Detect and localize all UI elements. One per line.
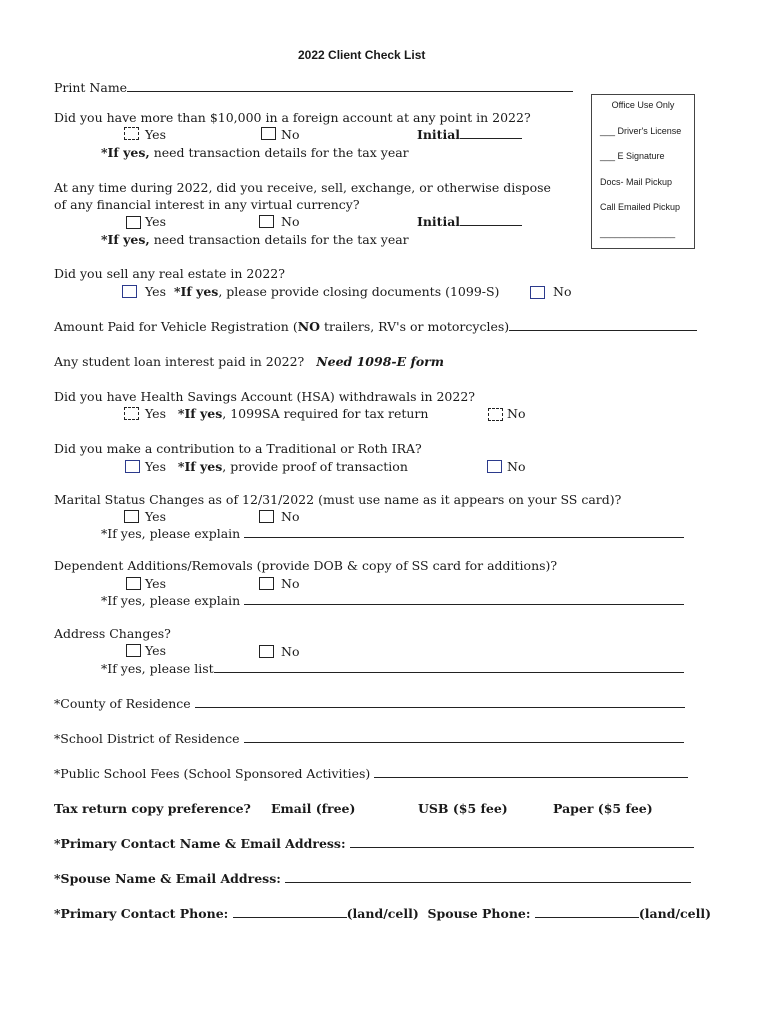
q-hsa-no-checkbox[interactable] — [488, 408, 503, 421]
q-dependent-explain-field[interactable] — [244, 593, 684, 605]
q-address-no-checkbox[interactable] — [259, 645, 274, 658]
spouse-name-field[interactable] — [285, 871, 691, 883]
q-crypto-initial — [417, 214, 522, 229]
q-hsa-yes-label: Yes — [145, 406, 166, 421]
q-dependent-no-label: No — [281, 576, 300, 591]
school-district-label: *School District of Residence — [54, 731, 240, 746]
spouse-name-row — [54, 871, 691, 886]
q-marital-no-label: No — [281, 509, 300, 524]
primary-phone-type: (land/cell) — [346, 906, 419, 921]
q-crypto-note-rest: need transaction details for the tax year — [149, 232, 409, 247]
q-foreign-no-checkbox[interactable] — [261, 127, 276, 140]
school-district-row — [54, 731, 684, 746]
preference-paper[interactable]: Paper ($5 fee) — [553, 801, 653, 816]
q-marital-yes-checkbox[interactable] — [124, 510, 139, 523]
q-real-estate-text: Did you sell any real estate in 2022? — [54, 266, 285, 281]
print-name-label: Print Name — [54, 80, 128, 95]
q-real-estate-yes-label: Yes — [145, 284, 166, 299]
q-ira-note-bold: *If yes — [177, 459, 223, 474]
q-address-yes-label: Yes — [145, 643, 166, 658]
q-crypto-initial-label: Initial — [417, 214, 461, 229]
q-real-estate-note-bold: *If yes — [173, 284, 219, 299]
q-address-list-row — [101, 661, 684, 676]
preference-label: Tax return copy preference? — [54, 801, 251, 816]
office-drivers-license: ___ Driver's License — [600, 126, 682, 136]
q-student-text: Any student loan interest paid in 2022? — [54, 354, 305, 369]
q-foreign-initial-field[interactable] — [460, 127, 522, 139]
q-crypto-no-checkbox[interactable] — [259, 215, 274, 228]
q-ira-yes-row — [145, 459, 408, 474]
q-crypto-no-label: No — [281, 214, 300, 229]
q-foreign-note-bold: *If yes, — [101, 145, 150, 160]
q-crypto-line2: of any financial interest in any virtual currency? — [54, 197, 360, 212]
q-hsa-note-bold: *If yes — [177, 406, 223, 421]
q-real-estate-yes-row — [145, 284, 499, 299]
q-foreign-text: Did you have more than $10,000 in a foreign account at any point in 2022? — [54, 110, 531, 125]
q-foreign-note-rest: need transaction details for the tax year — [149, 145, 409, 160]
office-use-box — [591, 94, 695, 249]
primary-contact-row — [54, 836, 694, 851]
q-vehicle-pre: Amount Paid for Vehicle Registration ( — [54, 319, 298, 334]
q-real-estate-no-label: No — [553, 284, 572, 299]
primary-contact-label: *Primary Contact Name & Email Address: — [54, 836, 346, 851]
office-e-signature: ___ E Signature — [600, 151, 665, 161]
q-crypto-note — [101, 232, 409, 247]
preference-usb[interactable]: USB ($5 fee) — [418, 801, 508, 816]
q-marital-explain-field[interactable] — [244, 526, 684, 538]
q-real-estate-note-rest: , please provide closing documents (1099-S) — [218, 284, 500, 299]
county-field[interactable] — [195, 696, 685, 708]
primary-contact-field[interactable] — [350, 836, 694, 848]
q-ira-text: Did you make a contribution to a Traditional or Roth IRA? — [54, 441, 422, 456]
q-foreign-note — [101, 145, 409, 160]
q-hsa-yes-checkbox[interactable] — [124, 407, 139, 420]
q-student-row — [54, 354, 444, 369]
preference-email[interactable]: Email (free) — [271, 801, 356, 816]
spouse-phone-type: (land/cell) — [638, 906, 711, 921]
q-dependent-yes-checkbox[interactable] — [126, 577, 141, 590]
print-name-field[interactable] — [127, 80, 573, 92]
q-crypto-initial-field[interactable] — [460, 214, 522, 226]
county-label: *County of Residence — [54, 696, 191, 711]
q-dependent-yes-label: Yes — [145, 576, 166, 591]
spouse-phone-label: Spouse Phone: — [427, 906, 531, 921]
school-fees-row — [54, 766, 688, 781]
q-foreign-yes-checkbox[interactable] — [124, 127, 139, 140]
q-vehicle-field[interactable] — [509, 319, 697, 331]
spouse-name-label: *Spouse Name & Email Address: — [54, 871, 281, 886]
q-hsa-no-label: No — [507, 406, 526, 421]
q-hsa-note-rest: , 1099SA required for tax return — [222, 406, 429, 421]
office-use-title: Office Use Only — [611, 100, 675, 110]
q-vehicle-post: trailers, RV's or motorcycles) — [320, 319, 510, 334]
q-foreign-no-label: No — [281, 127, 300, 142]
q-marital-text: Marital Status Changes as of 12/31/2022 (must use name as it appears on your SS card)? — [54, 492, 622, 507]
q-dependent-explain-row — [101, 593, 684, 608]
q-crypto-note-bold: *If yes, — [101, 232, 150, 247]
q-marital-yes-label: Yes — [145, 509, 166, 524]
school-fees-label: *Public School Fees (School Sponsored Activities) — [54, 766, 371, 781]
office-line: _______________ — [600, 228, 676, 238]
q-student-need: Need 1098-E form — [316, 354, 444, 369]
page-title: 2022 Client Check List — [298, 48, 426, 62]
q-vehicle-bold: NO — [297, 319, 321, 334]
q-marital-explain-label: *If yes, please explain — [101, 526, 241, 541]
q-real-estate-no-checkbox[interactable] — [530, 286, 545, 299]
print-name-row — [54, 80, 573, 95]
q-foreign-initial-label: Initial — [417, 127, 461, 142]
q-ira-yes-label: Yes — [145, 459, 166, 474]
office-docs: Docs- Mail Pickup — [600, 177, 673, 187]
phone-row — [54, 906, 711, 921]
q-ira-yes-checkbox[interactable] — [125, 460, 140, 473]
q-hsa-yes-row — [145, 406, 428, 421]
q-dependent-no-checkbox[interactable] — [259, 577, 274, 590]
q-address-list-field[interactable] — [214, 661, 684, 673]
q-ira-no-checkbox[interactable] — [487, 460, 502, 473]
q-hsa-text: Did you have Health Savings Account (HSA) withdrawals in 2022? — [54, 389, 475, 404]
county-row — [54, 696, 685, 711]
primary-phone-label: *Primary Contact Phone: — [54, 906, 229, 921]
q-foreign-initial — [417, 127, 522, 142]
q-crypto-yes-label: Yes — [145, 214, 166, 229]
q-address-yes-checkbox[interactable] — [126, 644, 141, 657]
q-real-estate-yes-checkbox[interactable] — [122, 285, 137, 298]
q-dependent-text: Dependent Additions/Removals (provide DOB & copy of SS card for additions)? — [54, 558, 558, 573]
q-vehicle-row — [54, 319, 697, 334]
q-marital-no-checkbox[interactable] — [259, 510, 274, 523]
school-fees-field[interactable] — [374, 766, 688, 778]
q-address-list-label: *If yes, please list — [101, 661, 214, 676]
q-ira-note-rest: , provide proof of transaction — [222, 459, 408, 474]
primary-phone-field[interactable] — [233, 906, 347, 918]
q-crypto-yes-checkbox[interactable] — [126, 216, 141, 229]
q-marital-explain-row — [101, 526, 684, 541]
q-address-text: Address Changes? — [54, 626, 171, 641]
q-foreign-yes-label: Yes — [145, 127, 166, 142]
q-dependent-explain-label: *If yes, please explain — [101, 593, 241, 608]
spouse-phone-field[interactable] — [535, 906, 639, 918]
school-district-field[interactable] — [244, 731, 684, 743]
office-call: Call Emailed Pickup — [600, 202, 681, 212]
q-address-no-label: No — [281, 644, 300, 659]
q-ira-no-label: No — [507, 459, 526, 474]
q-crypto-line1: At any time during 2022, did you receive, sell, exchange, or otherwise dispose — [54, 180, 551, 195]
